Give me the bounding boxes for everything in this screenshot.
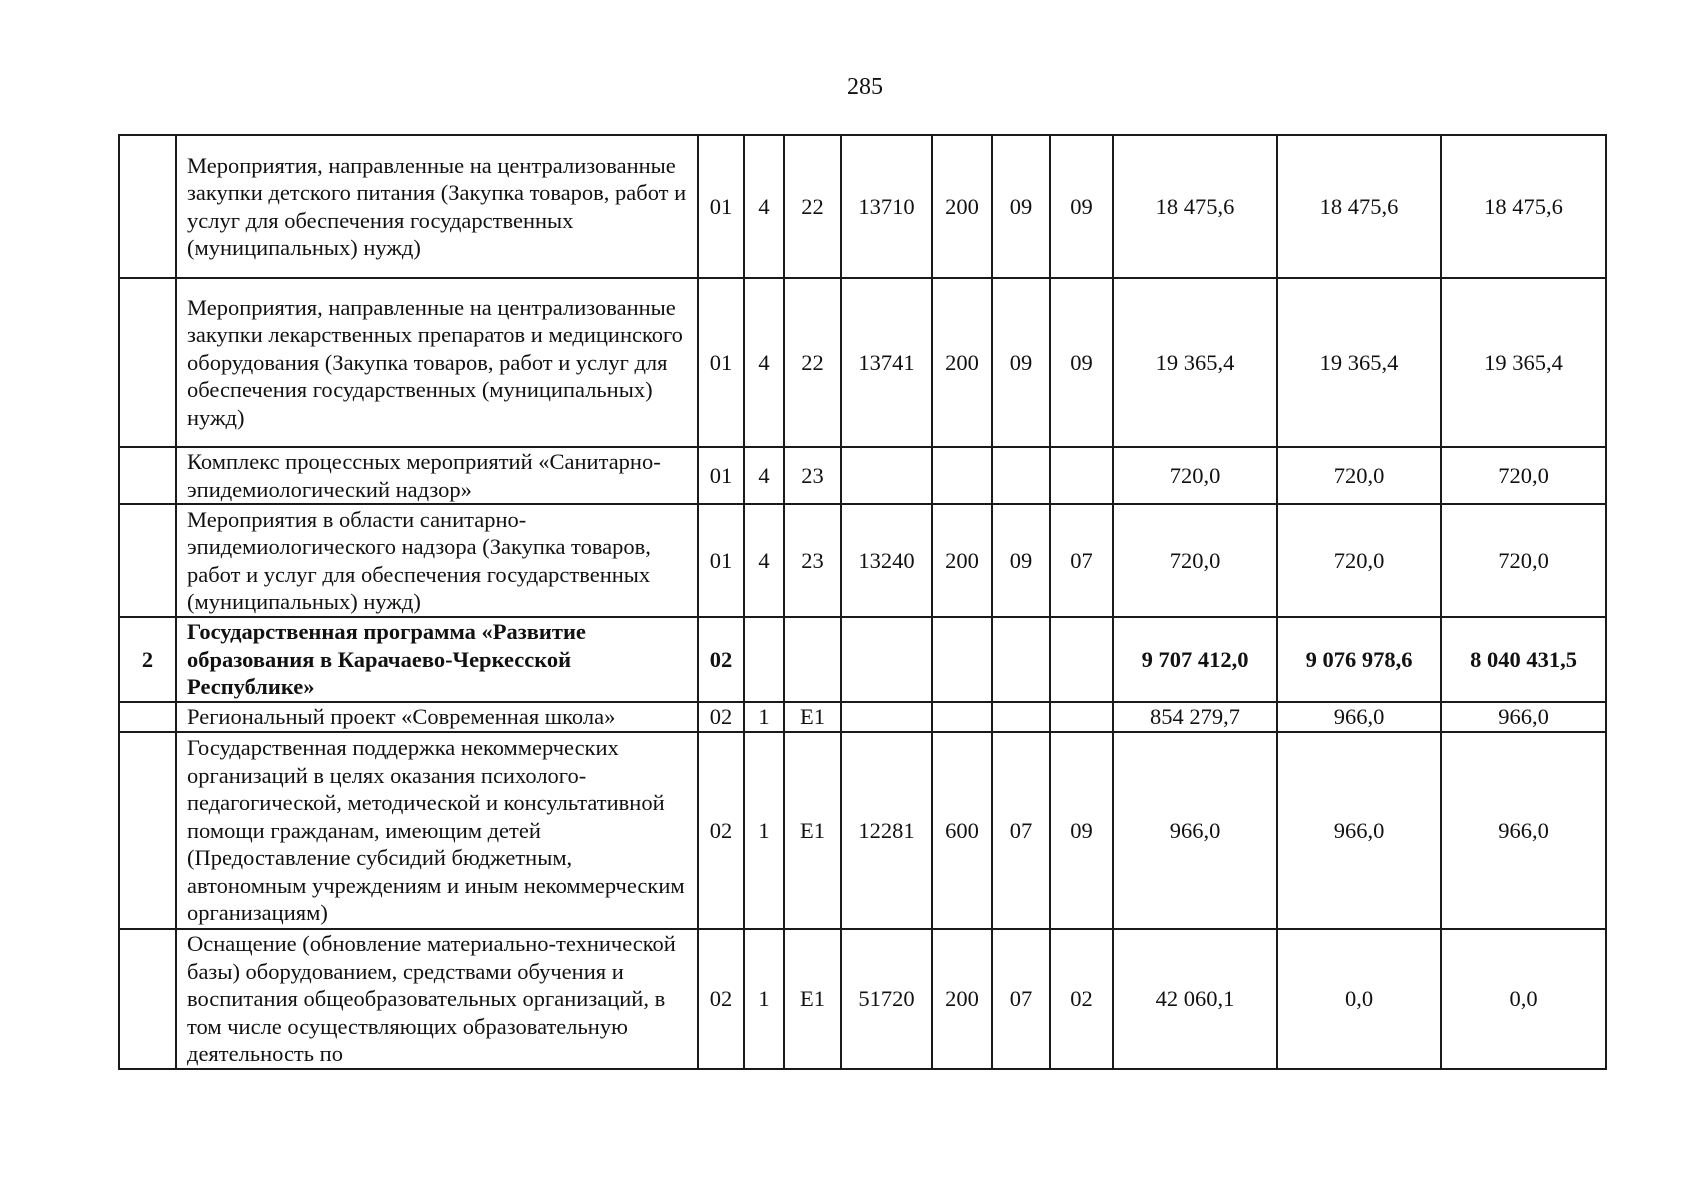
code-program: 01 — [698, 278, 744, 447]
code-direction — [841, 447, 932, 504]
amount-year-1: 9 707 412,0 — [1113, 617, 1277, 702]
amount-year-1: 854 279,7 — [1113, 702, 1277, 732]
table-row — [119, 278, 1606, 447]
code-subprogram: 4 — [744, 135, 784, 278]
code-expense-type: 200 — [932, 929, 992, 1069]
code-subsection — [1050, 617, 1113, 702]
code-subprogram: 4 — [744, 447, 784, 504]
table-row — [119, 702, 1606, 732]
budget-table — [118, 134, 1607, 1070]
amount-year-1: 19 365,4 — [1113, 278, 1277, 447]
code-subsection — [1050, 702, 1113, 732]
amount-year-3: 720,0 — [1441, 447, 1606, 504]
code-direction: 51720 — [841, 929, 932, 1069]
code-direction: 13741 — [841, 278, 932, 447]
code-section: 09 — [992, 278, 1050, 447]
amount-year-2: 966,0 — [1277, 732, 1441, 929]
code-subsection: 09 — [1050, 732, 1113, 929]
amount-year-3: 966,0 — [1441, 732, 1606, 929]
amount-year-2: 0,0 — [1277, 929, 1441, 1069]
code-direction: 13710 — [841, 135, 932, 278]
row-name: Мероприятия, направленные на централизованные закупки лекарственных препаратов и медицинского оборудования (Закупка товаров, работ и услуг для обеспечения государственных (муниципальных) нужд) — [176, 278, 698, 447]
code-program: 01 — [698, 504, 744, 617]
row-number: 2 — [119, 617, 176, 702]
code-program: 01 — [698, 135, 744, 278]
page-number: 285 — [847, 74, 883, 100]
code-expense-type — [932, 617, 992, 702]
amount-year-3: 966,0 — [1441, 702, 1606, 732]
code-section — [992, 702, 1050, 732]
amount-year-2: 19 365,4 — [1277, 278, 1441, 447]
code-expense-type: 200 — [932, 135, 992, 278]
code-direction: 13240 — [841, 504, 932, 617]
code-program: 02 — [698, 617, 744, 702]
amount-year-2: 18 475,6 — [1277, 135, 1441, 278]
code-subprogram: 1 — [744, 702, 784, 732]
code-expense-type — [932, 447, 992, 504]
row-number — [119, 702, 176, 732]
row-name: Оснащение (обновление материально-технической базы) оборудованием, средствами обучения и воспитания общеобразовательных организаций, в том числе осуществляющих образовательную деятельность по — [176, 929, 698, 1069]
row-number — [119, 135, 176, 278]
row-number — [119, 504, 176, 617]
code-direction — [841, 617, 932, 702]
code-expense-type: 600 — [932, 732, 992, 929]
code-activity: 22 — [784, 278, 841, 447]
code-activity: 23 — [784, 504, 841, 617]
code-activity: Е1 — [784, 732, 841, 929]
row-number — [119, 447, 176, 504]
code-subprogram — [744, 617, 784, 702]
code-subsection: 09 — [1050, 135, 1113, 278]
amount-year-2: 966,0 — [1277, 702, 1441, 732]
code-subprogram: 1 — [744, 732, 784, 929]
row-number — [119, 929, 176, 1069]
table-row — [119, 135, 1606, 278]
table-row — [119, 732, 1606, 929]
code-subprogram: 1 — [744, 929, 784, 1069]
code-expense-type — [932, 702, 992, 732]
amount-year-1: 720,0 — [1113, 447, 1277, 504]
amount-year-1: 18 475,6 — [1113, 135, 1277, 278]
code-direction — [841, 702, 932, 732]
amount-year-3: 720,0 — [1441, 504, 1606, 617]
code-subsection: 09 — [1050, 278, 1113, 447]
code-subsection: 02 — [1050, 929, 1113, 1069]
code-section: 07 — [992, 929, 1050, 1069]
row-name: Государственная поддержка некоммерческих организаций в целях оказания психолого-педагогической, методической и консультативной помощи гражданам, имеющим детей (Предоставление субсидий бюджетным, автономным учреждениям и иным некоммерческим организациям) — [176, 732, 698, 929]
code-section: 09 — [992, 135, 1050, 278]
code-expense-type: 200 — [932, 278, 992, 447]
table-row-program — [119, 617, 1606, 702]
code-expense-type: 200 — [932, 504, 992, 617]
code-activity: Е1 — [784, 929, 841, 1069]
amount-year-3: 0,0 — [1441, 929, 1606, 1069]
code-subprogram: 4 — [744, 504, 784, 617]
amount-year-2: 720,0 — [1277, 447, 1441, 504]
code-program: 01 — [698, 447, 744, 504]
row-number — [119, 732, 176, 929]
code-activity — [784, 617, 841, 702]
amount-year-3: 18 475,6 — [1441, 135, 1606, 278]
code-section — [992, 617, 1050, 702]
amount-year-1: 966,0 — [1113, 732, 1277, 929]
code-section: 09 — [992, 504, 1050, 617]
amount-year-2: 9 076 978,6 — [1277, 617, 1441, 702]
code-subsection: 07 — [1050, 504, 1113, 617]
code-subsection — [1050, 447, 1113, 504]
row-name: Государственная программа «Развитие образования в Карачаево-Черкесской Республике» — [176, 617, 698, 702]
table-row — [119, 929, 1606, 1069]
code-activity: Е1 — [784, 702, 841, 732]
row-number — [119, 278, 176, 447]
row-name: Мероприятия, направленные на централизованные закупки детского питания (Закупка товаров, работ и услуг для обеспечения государственных (муниципальных) нужд) — [176, 135, 698, 278]
code-subprogram: 4 — [744, 278, 784, 447]
code-section — [992, 447, 1050, 504]
row-name: Региональный проект «Современная школа» — [176, 702, 698, 732]
code-program: 02 — [698, 702, 744, 732]
code-program: 02 — [698, 929, 744, 1069]
table-row — [119, 447, 1606, 504]
row-name: Мероприятия в области санитарно-эпидемиологического надзора (Закупка товаров, работ и услуг для обеспечения государственных (муниципальных) нужд) — [176, 504, 698, 617]
code-activity: 22 — [784, 135, 841, 278]
amount-year-2: 720,0 — [1277, 504, 1441, 617]
amount-year-3: 8 040 431,5 — [1441, 617, 1606, 702]
amount-year-1: 42 060,1 — [1113, 929, 1277, 1069]
code-activity: 23 — [784, 447, 841, 504]
amount-year-1: 720,0 — [1113, 504, 1277, 617]
code-program: 02 — [698, 732, 744, 929]
table-row — [119, 504, 1606, 617]
amount-year-3: 19 365,4 — [1441, 278, 1606, 447]
code-section: 07 — [992, 732, 1050, 929]
code-direction: 12281 — [841, 732, 932, 929]
row-name: Комплекс процессных мероприятий «Санитарно-эпидемиологический надзор» — [176, 447, 698, 504]
